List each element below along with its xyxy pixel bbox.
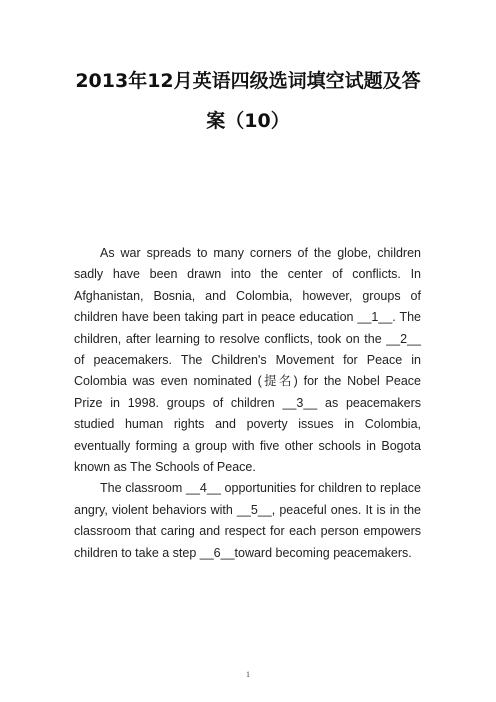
- page-number: 1: [246, 670, 250, 679]
- document-title-line-2: 案（10）: [206, 110, 290, 132]
- document-title-line-1: 2013年12月英语四级选词填空试题及答: [75, 70, 421, 92]
- paragraph-2: The classroom __4__ opportunities for children to replace angry, violent behaviors with __5__, peaceful ones. It is in the classroom that caring and respect for each person empowers children to take a step __6__toward becoming peacemakers.: [74, 481, 421, 560]
- document-body: [74, 243, 421, 564]
- paragraph-1: As war spreads to many corners of the globe, children sadly have been drawn into the center of conflicts. In Afghanistan, Bosnia, and Colombia, however, groups of children have been taking part in peace education __1__. The children, after learning to resolve conflicts, took on the __2__ of peacemakers. The Children's Movement for Peace in Colombia was even nominated (提名) for the Nobel Peace Prize in 1998. groups of children __3__ as peacemakers studied human rights and poverty issues in Colombia, eventually forming a group with five other schools in Bogota known as The Schools of Peace.: [74, 246, 421, 475]
